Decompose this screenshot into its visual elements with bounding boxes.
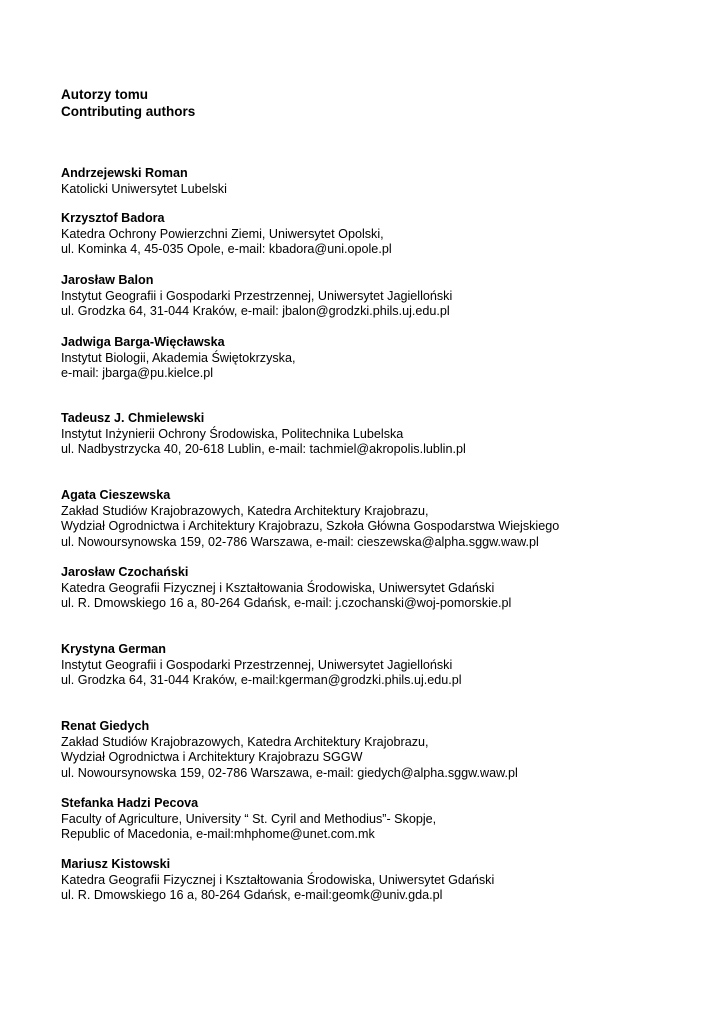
author-entry — [61, 642, 462, 689]
author-entry — [61, 796, 436, 843]
author-affiliation-line: Katedra Geografii Fizycznej i Kształtowania Środowiska, Uniwersytet Gdański — [61, 580, 495, 595]
author-affiliation-line: ul. Grodzka 64, 31-044 Kraków, e-mail: jbalon@grodzki.phils.uj.edu.pl — [61, 304, 450, 319]
author-affiliation-line: ul. R. Dmowskiego 16 a, 80-264 Gdańsk, e-mail: j.czochanski@woj-pomorskie.pl — [61, 596, 512, 611]
page-title-english: Contributing authors — [61, 104, 196, 119]
author-affiliation-line: Instytut Biologii, Akademia Świętokrzyska, — [61, 350, 296, 365]
author-affiliation-line: Zakład Studiów Krajobrazowych, Katedra Architektury Krajobrazu, — [61, 734, 429, 749]
author-affiliation-line: ul. Nadbystrzycka 40, 20-618 Lublin, e-mail: tachmiel@akropolis.lublin.pl — [61, 442, 466, 457]
author-affiliation-line: e-mail: jbarga@pu.kielce.pl — [61, 366, 214, 381]
author-entry — [61, 166, 227, 197]
author-affiliation-line: Instytut Inżynierii Ochrony Środowiska, Politechnika Lubelska — [61, 426, 404, 441]
author-entry — [61, 488, 559, 550]
author-affiliation-line: Katolicki Uniwersytet Lubelski — [61, 181, 227, 196]
author-affiliation-line: Republic of Macedonia, e-mail:mhphome@unet.com.mk — [61, 827, 375, 842]
author-affiliation-line: Katedra Geografii Fizycznej i Kształtowania Środowiska, Uniwersytet Gdański — [61, 872, 495, 887]
author-name: Renat Giedych — [61, 719, 150, 733]
author-affiliation-line: Zakład Studiów Krajobrazowych, Katedra Architektury Krajobrazu, — [61, 503, 429, 518]
author-affiliation-line: ul. Grodzka 64, 31-044 Kraków, e-mail:kgerman@grodzki.phils.uj.edu.pl — [61, 673, 462, 688]
author-name: Krzysztof Badora — [61, 211, 165, 225]
author-name: Tadeusz J. Chmielewski — [61, 411, 205, 425]
author-entry — [61, 857, 494, 904]
author-name: Krystyna German — [61, 642, 166, 656]
author-entry — [61, 335, 296, 382]
author-name: Andrzejewski Roman — [61, 166, 188, 180]
author-affiliation-line: Instytut Geografii i Gospodarki Przestrzennej, Uniwersytet Jagielloński — [61, 657, 453, 672]
author-affiliation-line: Wydział Ogrodnictwa i Architektury Krajobrazu, Szkoła Główna Gospodarstwa Wiejskiego — [61, 519, 560, 534]
author-name: Mariusz Kistowski — [61, 857, 171, 871]
author-entry — [61, 273, 452, 320]
author-affiliation-line: ul. R. Dmowskiego 16 a, 80-264 Gdańsk, e-mail:geomk@univ.gda.pl — [61, 888, 443, 903]
page-title-polish: Autorzy tomu — [61, 87, 148, 102]
author-name: Jadwiga Barga-Więcławska — [61, 335, 225, 349]
author-name: Jarosław Balon — [61, 273, 154, 287]
author-affiliation-line: Faculty of Agriculture, University “ St. Cyril and Methodius”- Skopje, — [61, 811, 437, 826]
author-affiliation-line: ul. Kominka 4, 45-035 Opole, e-mail: kbadora@uni.opole.pl — [61, 242, 392, 257]
author-affiliation-line: Katedra Ochrony Powierzchni Ziemi, Uniwersytet Opolski, — [61, 226, 384, 241]
author-entry — [61, 411, 466, 458]
author-name: Jarosław Czochański — [61, 565, 189, 579]
author-affiliation-line: ul. Nowoursynowska 159, 02-786 Warszawa, e-mail: giedych@alpha.sggw.waw.pl — [61, 765, 518, 780]
author-affiliation-line: ul. Nowoursynowska 159, 02-786 Warszawa, e-mail: cieszewska@alpha.sggw.waw.pl — [61, 534, 539, 549]
author-affiliation-line: Instytut Geografii i Gospodarki Przestrzennej, Uniwersytet Jagielloński — [61, 288, 453, 303]
author-name: Agata Cieszewska — [61, 488, 171, 502]
author-entry — [61, 565, 511, 612]
author-name: Stefanka Hadzi Pecova — [61, 796, 199, 810]
author-entry — [61, 211, 392, 258]
author-affiliation-line: Wydział Ogrodnictwa i Architektury Krajobrazu SGGW — [61, 750, 363, 765]
author-entry — [61, 719, 518, 781]
